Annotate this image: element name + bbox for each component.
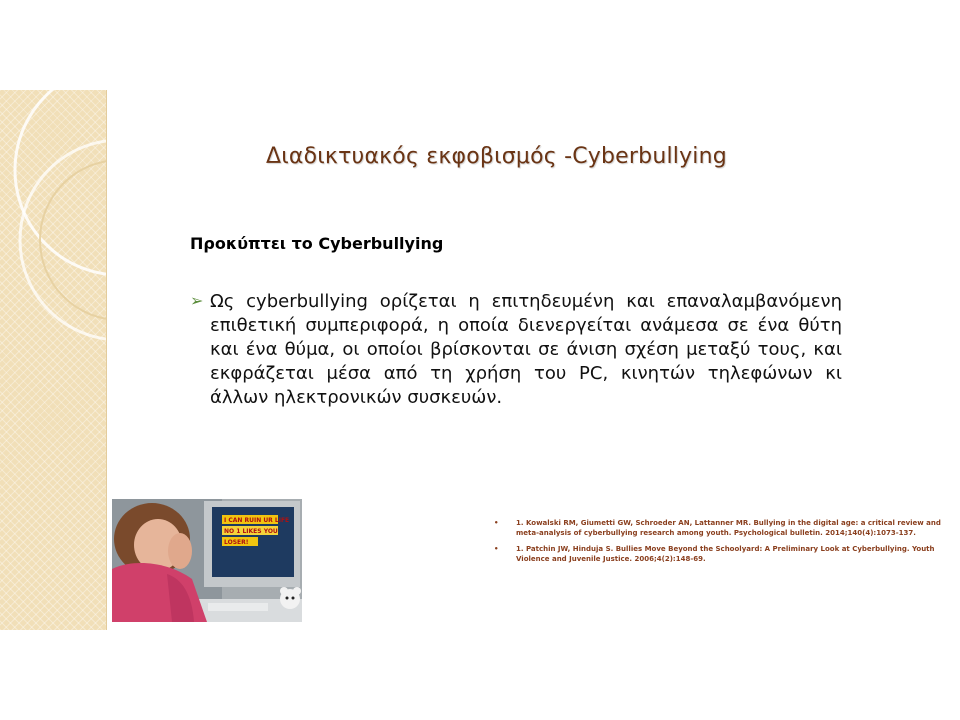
reference-text: 1. Kowalski RM, Giumetti GW, Schroeder AN, Lattanner MR. Bullying in the digital age: a critical review and meta-analysis of cyberbullying research among youth. Psychological bulletin. 2014;140(4):1073-137.: [516, 519, 941, 537]
decorative-side-band: [0, 90, 107, 630]
references-list: [494, 518, 954, 570]
decorative-circles: [0, 90, 106, 630]
reference-text: 1. Patchin JW, Hinduja S. Bullies Move Beyond the Schoolyard: A Preliminary Look at Cyberbullying. Youth Violence and Juvenile Justice. 2006;4(2):148-69.: [516, 545, 935, 563]
slide-title: Διαδικτυακός εκφοβισμός -Cyberbullying: [266, 144, 727, 169]
bullet-paragraph: Ως cyberbullying ορίζεται η επιτηδευμένη και επαναλαμβανόμενη επιθετική συμπεριφορά, η οποία διενεργείται ανάμεσα σε ένα θύτη και ένα θύμα, οι οποίοι βρίσκονται σε άνιση σχέση μεταξύ τους, και εκφράζεται μέσα από τη χρήση του PC, κινητών τηλεφώνων κι άλλων ηλεκτρονικών συσκευών.: [210, 291, 842, 408]
bullet-dot-icon: •: [494, 519, 499, 527]
subheading: Προκύπτει το Cyberbullying: [190, 234, 444, 253]
screen-text-3: LOSER!: [224, 539, 249, 546]
cyberbullying-photo: [112, 499, 302, 622]
photo-illustration: [112, 499, 302, 622]
screen-text-2: NO 1 LIKES YOU: [224, 528, 278, 535]
bullet-dot-icon: •: [494, 545, 499, 553]
bullet-arrow-icon: ➢: [190, 291, 204, 310]
screen-text-1: I CAN RUIN UR LIFE: [224, 517, 290, 524]
reference-item: [494, 544, 954, 564]
reference-item: [494, 518, 954, 538]
